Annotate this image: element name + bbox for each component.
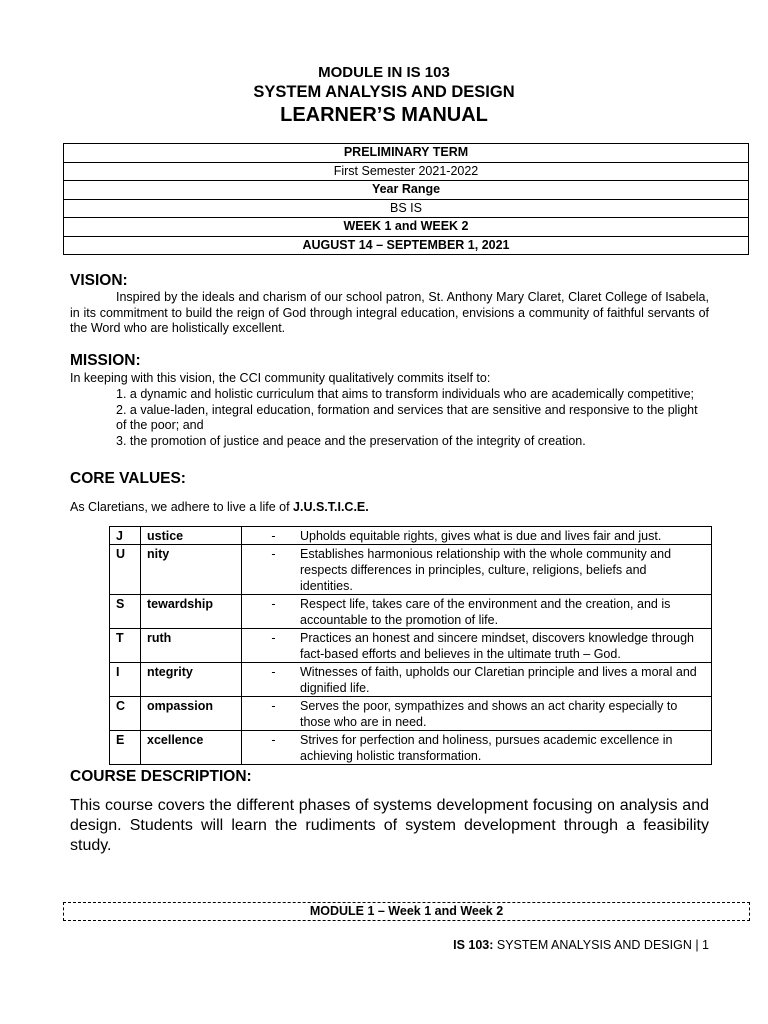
course-title: SYSTEM ANALYSIS AND DESIGN	[253, 83, 515, 101]
module-label-box	[63, 902, 750, 921]
core-value-word: tewardship	[141, 595, 242, 629]
core-values-intro	[70, 500, 709, 516]
term-info-cell: BS IS	[64, 199, 749, 218]
core-value-dash: -	[271, 597, 276, 611]
core-value-letter: C	[110, 697, 141, 731]
core-value-letter: S	[110, 595, 141, 629]
core-value-description-cell	[242, 731, 712, 765]
core-value-description: Respect life, takes care of the environment and the creation, and is accountable to the promotion of life.	[300, 597, 671, 627]
core-value-row	[110, 595, 712, 629]
core-value-letter: T	[110, 629, 141, 663]
core-value-description-cell	[242, 663, 712, 697]
mission-list	[116, 387, 710, 449]
core-values-intro-text: As Claretians, we adhere to live a life of	[70, 500, 294, 514]
term-info-table	[63, 143, 749, 255]
core-value-description: Serves the poor, sympathizes and shows an act charity especially to those who are in need.	[300, 699, 678, 729]
term-info-cell: WEEK 1 and WEEK 2	[64, 218, 749, 237]
core-values-table	[109, 526, 712, 765]
justice-acronym: J.U.S.T.I.C.E.	[293, 500, 369, 514]
core-value-word: nity	[141, 545, 242, 595]
core-value-word: ustice	[141, 527, 242, 545]
term-info-cell: PRELIMINARY TERM	[64, 144, 749, 163]
core-value-description-cell	[242, 697, 712, 731]
core-value-letter: J	[110, 527, 141, 545]
term-info-cell: First Semester 2021-2022	[64, 162, 749, 181]
footer-course-title: SYSTEM ANALYSIS AND DESIGN | 1	[493, 938, 709, 952]
term-info-row	[64, 162, 749, 181]
core-value-letter: U	[110, 545, 141, 595]
core-value-description-cell	[242, 545, 712, 595]
module-title: MODULE IN IS 103	[318, 64, 450, 81]
term-info-row	[64, 236, 749, 255]
course-description-text: This course covers the different phases of systems development focusing on analysis and design. Students will learn the rudiments of system development through a feasibility study.	[70, 797, 709, 854]
term-info-row	[64, 218, 749, 237]
core-value-description-cell	[242, 595, 712, 629]
core-value-description-cell	[242, 527, 712, 545]
core-value-word: ompassion	[141, 697, 242, 731]
core-value-letter: E	[110, 731, 141, 765]
core-value-word: ntegrity	[141, 663, 242, 697]
term-info-cell: AUGUST 14 – SEPTEMBER 1, 2021	[64, 236, 749, 255]
module-label: MODULE 1 – Week 1 and Week 2	[309, 904, 504, 918]
term-info-cell: Year Range	[64, 181, 749, 200]
page-footer	[453, 938, 709, 952]
vision-heading: VISION:	[70, 272, 128, 289]
mission-item: 2. a value-laden, integral education, formation and services that are sensitive and responsive to the plight of the poor; and	[116, 402, 698, 432]
core-value-dash: -	[271, 665, 276, 679]
core-value-description: Establishes harmonious relationship with the whole community and respects differences in principles, culture, religions, beliefs and identities.	[300, 547, 672, 593]
core-value-description: Witnesses of faith, upholds our Claretian principle and lives a moral and dignified life.	[300, 665, 697, 695]
manual-title: LEARNER’S MANUAL	[280, 104, 488, 126]
core-value-dash: -	[271, 699, 276, 713]
term-info-row	[64, 144, 749, 163]
core-value-row	[110, 629, 712, 663]
core-value-description: Strives for perfection and holiness, pursues academic excellence in achieving holistic transformation.	[300, 733, 673, 763]
core-value-description: Practices an honest and sincere mindset, discovers knowledge through fact-based efforts and believes in the ultimate truth – God.	[300, 631, 694, 661]
core-value-description: Upholds equitable rights, gives what is due and lives fair and just.	[300, 529, 662, 543]
core-value-row	[110, 663, 712, 697]
footer-course-code: IS 103:	[453, 938, 494, 952]
core-value-row	[110, 545, 712, 595]
core-value-dash: -	[271, 547, 276, 561]
core-value-letter: I	[110, 663, 141, 697]
mission-item: 1. a dynamic and holistic curriculum that aims to transform individuals who are academically competitive;	[116, 387, 695, 401]
core-value-row	[110, 731, 712, 765]
core-value-dash: -	[271, 733, 276, 747]
course-description-heading: COURSE DESCRIPTION:	[70, 768, 252, 785]
core-value-row	[110, 697, 712, 731]
core-value-dash: -	[271, 529, 276, 543]
mission-intro: In keeping with this vision, the CCI community qualitatively commits itself to:	[70, 371, 491, 385]
mission-item: 3. the promotion of justice and peace and the preservation of the integrity of creation.	[116, 433, 586, 448]
term-info-row	[64, 199, 749, 218]
core-value-description-cell	[242, 629, 712, 663]
core-value-word: xcellence	[141, 731, 242, 765]
vision-text: Inspired by the ideals and charism of our school patron, St. Anthony Mary Claret, Claret College of Isabela, in its commitment to build the reign of God through integral education, envisions a community of faithful servants of the Word who are holistically excellent.	[70, 290, 709, 335]
mission-heading: MISSION:	[70, 352, 141, 369]
term-info-row	[64, 181, 749, 200]
core-value-word: ruth	[141, 629, 242, 663]
core-value-dash: -	[271, 631, 276, 645]
core-value-row	[110, 527, 712, 545]
core-values-heading: CORE VALUES:	[70, 470, 186, 487]
